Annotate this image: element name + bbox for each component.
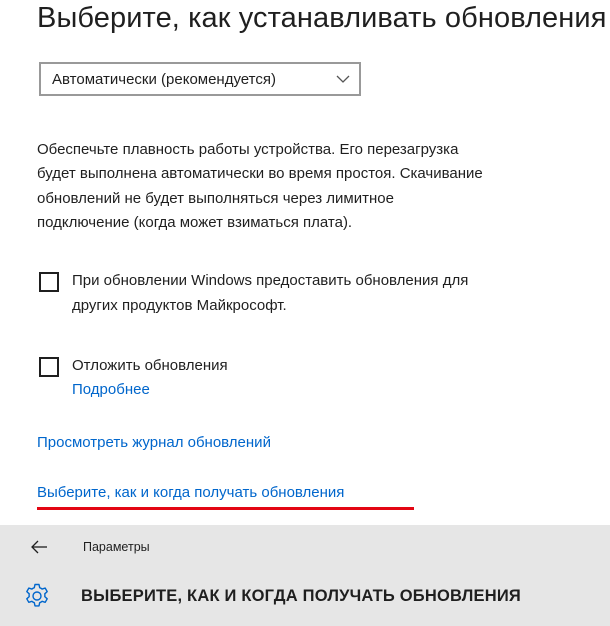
- other-products-checkbox-label: При обновлении Windows предоставить обновления для других продуктов Майкрософт.: [72, 272, 469, 314]
- description-line: обновлений не будет выполняться через лимитное: [37, 189, 394, 207]
- defer-updates-checkbox-row[interactable]: [39, 357, 228, 379]
- more-info-link[interactable]: Подробнее: [72, 381, 150, 398]
- install-mode-value: Автоматически (рекомендуется): [52, 70, 276, 88]
- settings-header: [0, 525, 610, 626]
- choose-how-updates-link[interactable]: Выберите, как и когда получать обновления: [37, 484, 345, 501]
- highlight-underline: [37, 507, 414, 510]
- chevron-down-icon: [335, 72, 351, 86]
- install-mode-description: [37, 138, 577, 235]
- other-products-checkbox-row[interactable]: [39, 272, 468, 318]
- description-line: Обеспечьте плавность работы устройства. Его перезагрузка: [37, 141, 459, 158]
- back-arrow-icon[interactable]: [30, 540, 48, 554]
- header-page-title: ВЫБЕРИТЕ, КАК И КОГДА ПОЛУЧАТЬ ОБНОВЛЕНИЯ: [81, 587, 521, 605]
- other-products-checkbox[interactable]: [39, 272, 59, 292]
- description-line: будет выполнена автоматически во время простоя. Скачивание: [37, 165, 483, 183]
- defer-updates-checkbox-label: Отложить обновления: [72, 357, 228, 374]
- update-history-link[interactable]: Просмотреть журнал обновлений: [37, 434, 271, 451]
- install-mode-dropdown[interactable]: [39, 62, 361, 96]
- gear-icon: [24, 583, 50, 609]
- defer-updates-checkbox[interactable]: [39, 357, 59, 377]
- app-name: Параметры: [83, 540, 150, 554]
- description-line: подключение (когда может взиматься плата).: [37, 213, 353, 231]
- page-title: Выберите, как устанавливать обновления: [37, 2, 607, 34]
